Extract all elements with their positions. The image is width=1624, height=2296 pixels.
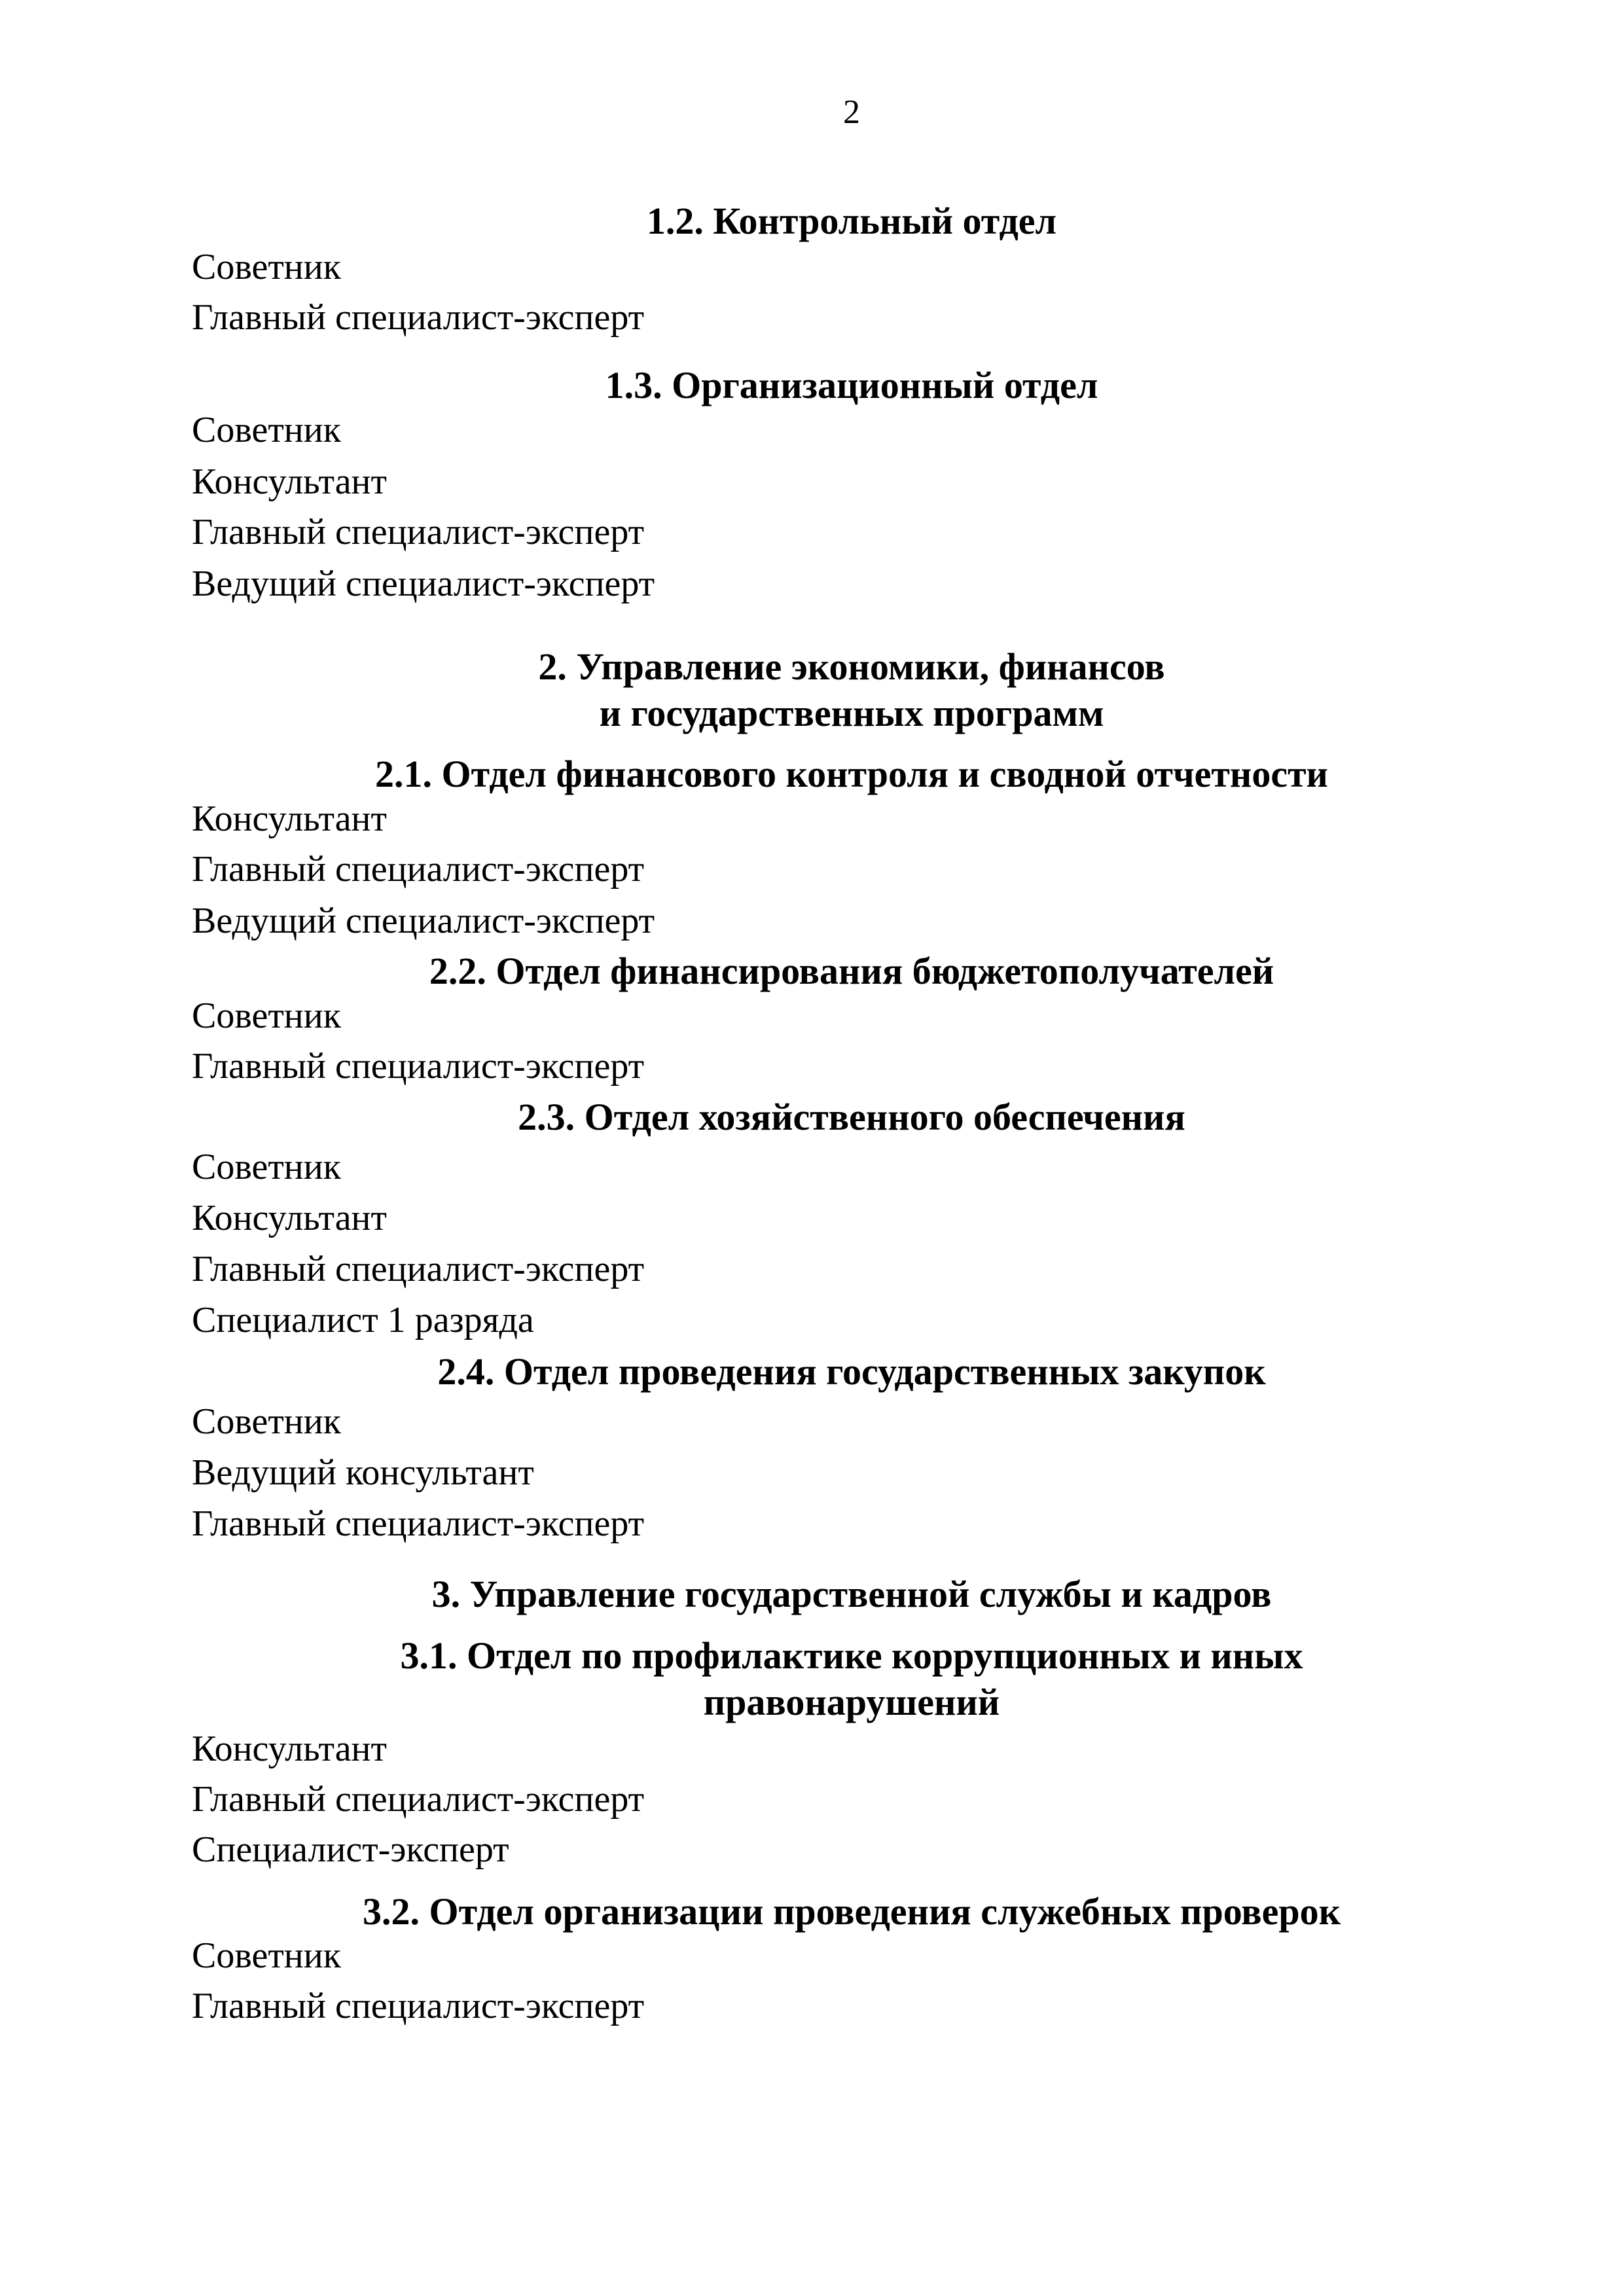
position-line: Главный специалист-эксперт — [192, 1503, 645, 1544]
section-heading: 2.2. Отдел финансирования бюджетополучателей — [429, 950, 1274, 992]
position-line: Консультант — [192, 461, 387, 502]
position-line: Главный специалист-эксперт — [192, 297, 645, 338]
position-line: Главный специалист-эксперт — [192, 849, 645, 889]
section-heading: 2. Управление экономики, финансов — [538, 645, 1165, 688]
section-heading: 3.2. Отдел организации проведения служебных проверок — [362, 1890, 1341, 1933]
position-line: Советник — [192, 1147, 341, 1187]
position-line: Ведущий специалист-эксперт — [192, 564, 655, 604]
position-line: Главный специалист-эксперт — [192, 1046, 645, 1086]
section-heading: 1.3. Организационный отдел — [605, 364, 1098, 406]
position-line: Советник — [192, 1935, 341, 1976]
section-heading: 2.1. Отдел финансового контроля и сводной отчетности — [375, 753, 1328, 795]
position-line: Специалист-эксперт — [192, 1829, 509, 1870]
position-line: Консультант — [192, 1729, 387, 1769]
position-line: Главный специалист-эксперт — [192, 1779, 645, 1820]
position-line: Советник — [192, 247, 341, 287]
position-line: Ведущий специалист-эксперт — [192, 901, 655, 941]
section-heading: 2.3. Отдел хозяйственного обеспечения — [518, 1096, 1185, 1138]
position-line: Советник — [192, 410, 341, 450]
page-number: 2 — [843, 94, 860, 131]
section-heading: правонарушений — [703, 1681, 1000, 1723]
position-line: Главный специалист-эксперт — [192, 512, 645, 552]
position-line: Консультант — [192, 798, 387, 839]
section-heading: 2.4. Отдел проведения государственных закупок — [437, 1350, 1266, 1393]
position-line: Главный специалист-эксперт — [192, 1249, 645, 1289]
section-heading: 3.1. Отдел по профилактике коррупционных и иных — [400, 1634, 1303, 1677]
position-line: Советник — [192, 996, 341, 1036]
position-line: Ведущий консультант — [192, 1452, 534, 1493]
section-heading: 1.2. Контрольный отдел — [646, 200, 1057, 242]
position-line: Специалист 1 разряда — [192, 1300, 534, 1340]
position-line: Консультант — [192, 1198, 387, 1238]
section-heading: 3. Управление государственной службы и кадров — [431, 1573, 1272, 1615]
position-line: Главный специалист-эксперт — [192, 1986, 645, 2026]
position-line: Советник — [192, 1401, 341, 1442]
section-heading: и государственных программ — [599, 692, 1104, 734]
